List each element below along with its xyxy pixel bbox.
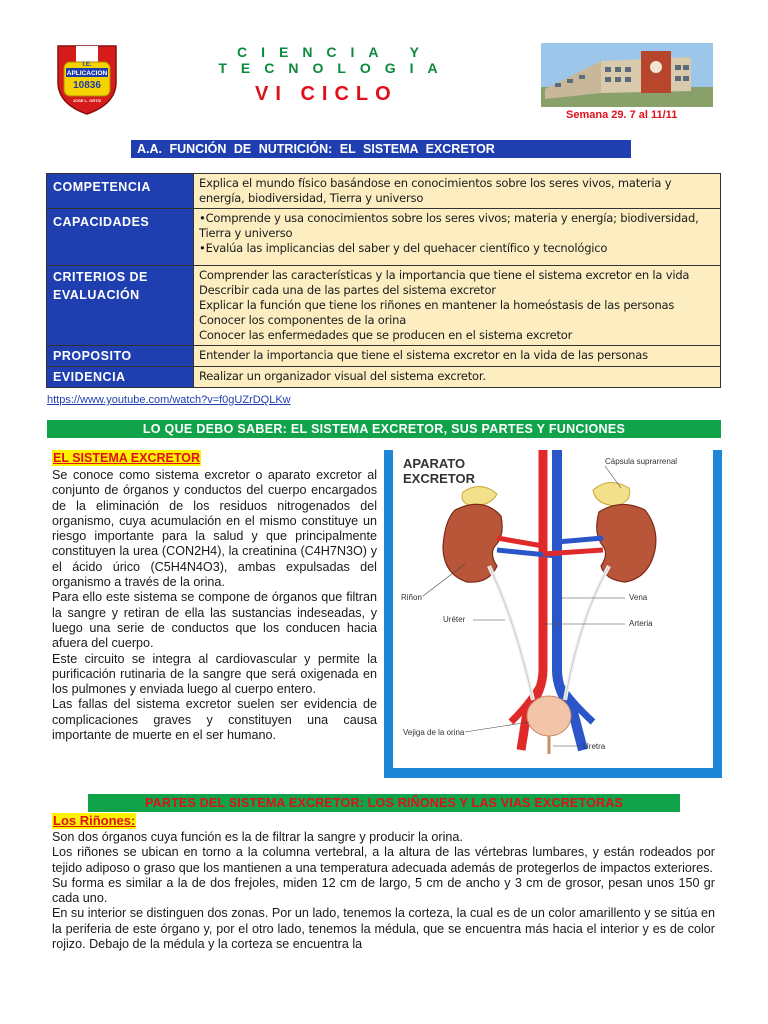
row-line: Conocer los componentes de la orina	[199, 313, 407, 327]
label-ureter: Uréter	[443, 615, 466, 624]
table-row	[47, 346, 721, 367]
row-value	[194, 209, 721, 266]
paragraph: Son dos órganos cuya función es la de filtrar la sangre y producir la orina.	[52, 830, 463, 844]
subject-title: CIENCIA Y TECNOLOGIA	[218, 44, 452, 76]
row-line: Explica el mundo físico basándose en conocimientos sobre los seres vivos, materia y energía, biodiversidad, Tierra y universo	[199, 176, 672, 205]
label-arteria: Arteria	[629, 619, 653, 628]
adrenal-gland-left	[462, 486, 497, 506]
label-vejiga: Vejiga de la orina	[403, 728, 465, 737]
row-line: Conocer las enfermedades que se producen en el sistema excretor	[199, 328, 573, 342]
competency-table	[46, 173, 721, 388]
table-row	[47, 174, 721, 209]
diagram-title-1: APARATO	[403, 456, 466, 471]
youtube-link[interactable]: https://www.youtube.com/watch?v=f0gUZrDQLKw	[47, 394, 291, 406]
row-label: CRITERIOS DE EVALUACIÓN	[47, 266, 194, 346]
row-label: PROPOSITO	[47, 346, 194, 367]
row-label: EVIDENCIA	[47, 367, 194, 388]
row-label: COMPETENCIA	[47, 174, 194, 209]
paragraph: En su interior se distinguen dos zonas. Por un lado, tenemos la corteza, la cual es de un color amarillento y se sitúa en la periferia de este órgano y, por el otro lado, tenemos la médula, que se encuentra más hacia el interior y es de color rojizo. Debajo de la médula y la corteza se encuentra la	[52, 906, 715, 952]
school-building-photo	[541, 43, 713, 107]
label-uretra: Uretra	[583, 742, 606, 751]
logo-text-aplicacion: APLICACION	[66, 70, 108, 77]
row-line: •Evalúa las implicancias del saber y del quehacer científico y tecnológico	[199, 241, 608, 255]
cycle-title: VI CICLO	[255, 83, 398, 105]
row-line: Explicar la función que tiene los riñones en mantener la homeóstasis de las personas	[199, 298, 675, 312]
label-capsula: Cápsula suprarrenal	[605, 457, 678, 466]
table-row	[47, 209, 721, 266]
logo-text-number: 10836	[73, 80, 101, 91]
diagram-title-2: EXCRETOR	[403, 471, 475, 486]
row-line: Describir cada una de las partes del sistema excretor	[199, 283, 496, 297]
paragraph: Los riñones se ubican en torno a la columna vertebral, a la altura de las vértebras lumbares, y están rodeados por tejido adiposo o graso que los mantienen a una temperatura adecuada además de protegerlos de impactos exteriores.	[52, 845, 715, 875]
rinones-text	[52, 830, 715, 952]
table-row	[47, 367, 721, 388]
section-title: LO QUE DEBO SABER: EL SISTEMA EXCRETOR, SUS PARTES Y FUNCIONES	[47, 420, 721, 438]
row-value	[194, 174, 721, 209]
topic-title: A.A. FUNCIÓN DE NUTRICIÓN: EL SISTEMA EXCRETOR	[131, 140, 631, 158]
adrenal-gland-right	[593, 482, 630, 506]
paragraph: Se conoce como sistema excretor o aparato excretor al conjunto de órganos y conductos del cuerpo encargados de la eliminación de los residuos nitrogenados del organismo, cuya acumulación en el mismo constituye un riesgo importante para la salud y que principalmente constituyen la urea (CON2H4), la creatinina (C4H7N3O) y el ácido úrico (C5H4N4O3), ambas expulsadas del organismo a través de la orina.	[52, 468, 377, 590]
row-value	[194, 346, 721, 367]
excretor-heading: EL SISTEMA EXCRETOR	[53, 451, 201, 465]
week-label: Semana 29. 7 al 11/11	[566, 109, 678, 121]
logo-text-ie: I.E.	[82, 62, 92, 68]
excretory-system-diagram	[393, 450, 713, 768]
row-value	[194, 266, 721, 346]
paragraph: Su forma es similar a la de dos frejoles, miden 12 cm de largo, 5 cm de ancho y 3 cm de grosor, pesan unos 150 gr cada uno.	[52, 875, 715, 906]
school-logo	[52, 42, 122, 116]
paragraph: Este circuito se integra al cardiovascular y permite la purificación rutinaria de la sangre que será oxigenada en los pulmones y enviada luego al cuerpo entero.	[52, 651, 377, 697]
label-vena: Vena	[629, 593, 648, 602]
row-line: Realizar un organizador visual del sistema excretor.	[199, 369, 486, 383]
paragraph: Las fallas del sistema excretor suelen ser evidencia de complicaciones graves y constituyen una causa importante de muerte en el ser humano.	[52, 697, 377, 743]
bladder	[527, 696, 571, 736]
row-line: Comprender las características y la importancia que tiene el sistema excretor en la vida	[199, 268, 690, 282]
label-rinon: Riñon	[401, 593, 422, 602]
rinones-heading: Los Riñones:	[53, 813, 136, 828]
row-value	[194, 367, 721, 388]
row-label: CAPACIDADES	[47, 209, 194, 266]
excretor-text	[52, 468, 377, 743]
parts-title: PARTES DEL SISTEMA EXCRETOR: LOS RIÑONES Y LAS VIAS EXCRETORAS	[88, 794, 680, 812]
table-row	[47, 266, 721, 346]
row-line: •Comprende y usa conocimientos sobre los seres vivos; materia y energía; biodiversidad, Tierra y universo	[199, 211, 699, 240]
row-line: Entender la importancia que tiene el sistema excretor en la vida de las personas	[199, 348, 648, 362]
ureter-right	[565, 566, 609, 700]
paragraph: Para ello este sistema se compone de órganos que filtran la sangre y retiran de ella las sustancias indeseadas, y luego una serie de conductos que los conducen hacia afuera del cuerpo.	[52, 590, 377, 651]
logo-text-name: JOSE L. ORTIZ	[72, 98, 102, 103]
